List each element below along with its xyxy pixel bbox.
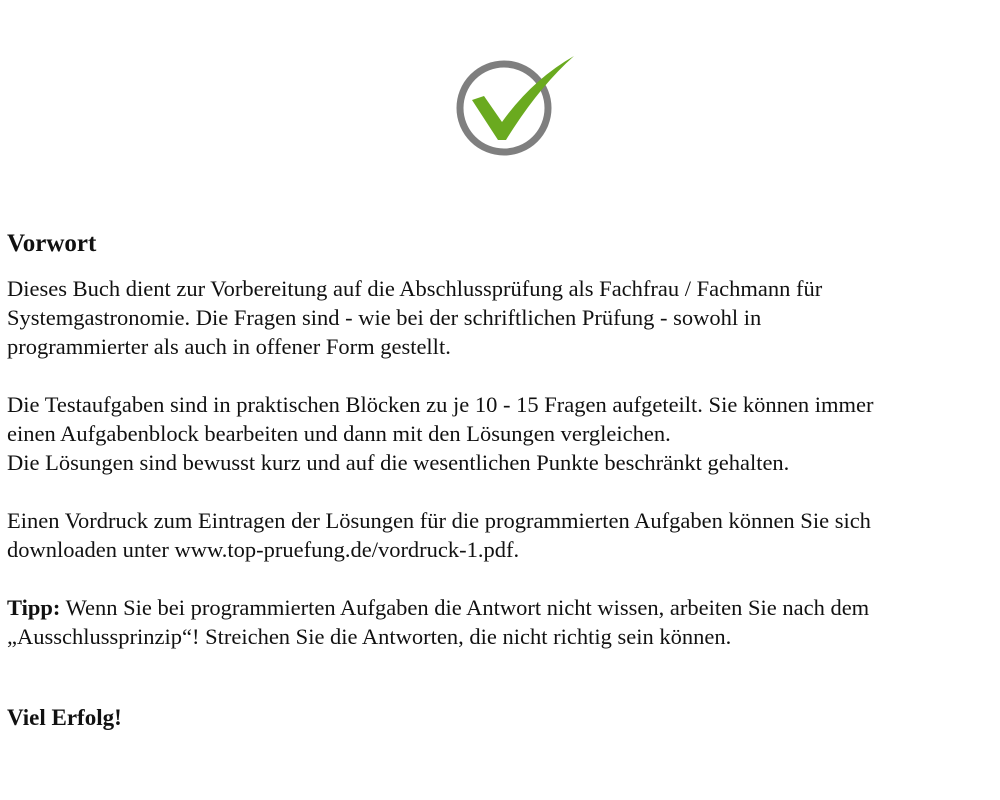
tip-text: Wenn Sie bei programmierten Aufgaben die Antwort nicht wissen, arbeiten Sie nach dem <box>60 595 870 620</box>
paragraph-line: einen Aufgabenblock bearbeiten und dann mit den Lösungen vergleichen. <box>7 421 671 446</box>
paragraph-tip <box>7 593 997 651</box>
tip-label: Tipp: <box>7 595 61 620</box>
checkmark-circle-icon <box>452 52 580 162</box>
paragraph-line: Die Lösungen sind bewusst kurz und auf die wesentlichen Punkte beschränkt gehalten. <box>7 450 790 475</box>
preface-content <box>7 228 997 733</box>
page-title: Vorwort <box>7 230 97 257</box>
paragraph-intro <box>7 274 997 361</box>
paragraph-line: Die Testaufgaben sind in praktischen Blöcken zu je 10 - 15 Fragen aufgeteilt. Sie können immer <box>7 392 874 417</box>
paragraph-line: Systemgastronomie. Die Fragen sind - wie bei der schriftlichen Prüfung - sowohl in <box>7 305 762 330</box>
paragraph-line: downloaden unter www.top-pruefung.de/vordruck-1.pdf. <box>7 537 520 562</box>
paragraph-tasks <box>7 390 997 477</box>
closing-text: Viel Erfolg! <box>7 705 122 730</box>
paragraph-line: Einen Vordruck zum Eintragen der Lösungen für die programmierten Aufgaben können Sie sich <box>7 508 871 533</box>
tip-line-1 <box>7 593 997 622</box>
paragraph-line: Dieses Buch dient zur Vorbereitung auf die Abschlussprüfung als Fachfrau / Fachmann für <box>7 276 823 301</box>
paragraph-line: programmierter als auch in offener Form gestellt. <box>7 334 451 359</box>
paragraph-download <box>7 506 997 564</box>
tip-line-2: „Ausschlussprinzip“! Streichen Sie die Antworten, die nicht richtig sein können. <box>7 624 732 649</box>
